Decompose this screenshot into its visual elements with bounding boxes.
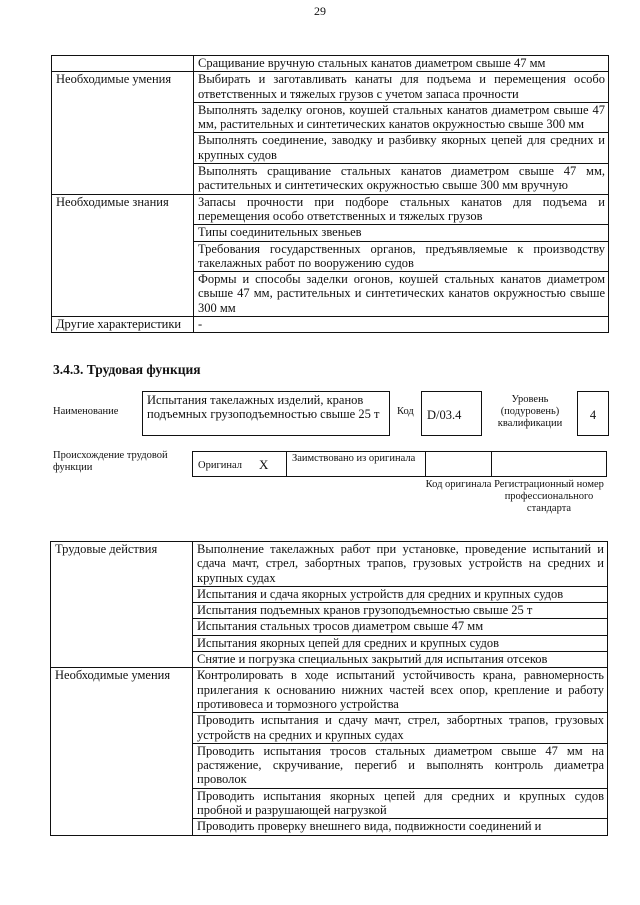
row-item: Типы соединительных звеньев: [194, 225, 609, 241]
row-item: Снятие и погрузка специальных закрытий для испытания отсеков: [193, 652, 608, 668]
origin-label: Происхождение трудовой функции: [53, 450, 168, 473]
table-row: [51, 668, 608, 713]
reg-number-label: Регистрационный номер профессионального стандарта: [494, 479, 604, 514]
level-label: Уровень (подуровень) квалификации: [497, 394, 563, 429]
row-item: -: [194, 317, 609, 333]
original-mark: X: [259, 457, 269, 472]
row-item: Испытания якорных цепей для средних и крупных судов: [193, 635, 608, 651]
code-label: Код: [397, 406, 414, 417]
original-label: Оригинал: [198, 460, 242, 471]
code-original-cell: [425, 451, 492, 477]
row-item: Выбирать и заготавливать канаты для подъема и перемещения особо ответственных и тяжелых грузов с учетом запаса прочности: [194, 72, 609, 103]
table-row: [52, 56, 609, 72]
level-value: 4: [589, 408, 597, 422]
page-number: 29: [314, 4, 326, 18]
table-row: [52, 72, 609, 103]
row-item: Требования государственных органов, предъявляемые к производству такелажных работ по вооружению судов: [194, 241, 609, 272]
table-2: [50, 541, 608, 836]
row-item: Проводить проверку внешнего вида, подвижности соединений и: [193, 819, 608, 835]
code-box: [421, 391, 482, 436]
table-1: [51, 55, 609, 333]
row-item: Проводить испытания и сдачу мачт, стрел, забортных трапов, грузовых устройств на средних и крупных судах: [193, 713, 608, 744]
table-row: [52, 317, 609, 333]
row-item: Выполнение такелажных работ при установке, проведение испытаний и сдача мачт, стрел, забортных трапов, грузовых устройств на средних и крупных судах: [193, 542, 608, 587]
reg-number-cell: [491, 451, 607, 477]
row-item: Испытания и сдача якорных устройств для средних и крупных судов: [193, 586, 608, 602]
section-title: 3.4.3. Трудовая функция: [53, 362, 201, 377]
code-original-label: Код оригинала: [425, 479, 492, 490]
row-label: Необходимые умения: [51, 668, 193, 835]
row-label: Трудовые действия: [51, 542, 193, 668]
row-item: Выполнять соединение, заводку и разбивку якорных цепей для средних и крупных судов: [194, 133, 609, 164]
row-label: Другие характеристики: [52, 317, 194, 333]
table-row: [52, 194, 609, 225]
function-name-value: Испытания такелажных изделий, кранов подъемных грузоподъемностью свыше 25 т: [147, 393, 380, 421]
borrowed-cell: [286, 451, 426, 477]
row-label: Необходимые знания: [52, 194, 194, 316]
code-value: D/03.4: [427, 408, 462, 422]
row-item: Испытания стальных тросов диаметром свыше 47 мм: [193, 619, 608, 635]
row-item: Выполнять заделку огонов, коушей стальных канатов диаметром свыше 47 мм, растительных и синтетических канатов окружностью свыше 300 мм: [194, 102, 609, 133]
row-label: [52, 56, 194, 72]
level-box: [577, 391, 609, 436]
row-item: Сращивание вручную стальных канатов диаметром свыше 47 мм: [194, 56, 609, 72]
row-item: Проводить испытания тросов стальных диаметром свыше 47 мм на растяжение, скручивание, перегиб и выполнять контроль диаметра проволок: [193, 743, 608, 788]
table-row: [51, 542, 608, 587]
row-item: Проводить испытания якорных цепей для средних и крупных судов пробной и разрушающей нагрузкой: [193, 788, 608, 819]
row-item: Выполнять сращивание стальных канатов диаметром свыше 47 мм, растительных и синтетических окружностью свыше 300 мм вручную: [194, 164, 609, 195]
name-label: Наименование: [53, 406, 119, 417]
row-label: Необходимые умения: [52, 72, 194, 194]
row-item: Запасы прочности при подборе стальных канатов для подъема и перемещения особо ответственных и тяжелых грузов: [194, 194, 609, 225]
row-item: Формы и способы заделки огонов, коушей стальных канатов диаметром свыше 47 мм, растительных и синтетических канатов окружностью свыше 300 мм: [194, 272, 609, 317]
original-cell: [192, 451, 287, 477]
row-item: Испытания подъемных кранов грузоподъемностью свыше 25 т: [193, 603, 608, 619]
function-name-box: [142, 391, 390, 436]
borrowed-label: Заимствовано из оригинала: [292, 453, 416, 464]
row-item: Контролировать в ходе испытаний устойчивость крана, равномерность прилегания к основанию нижних частей всех опор, крепление и работу противовеса и тормозного устройства: [193, 668, 608, 713]
